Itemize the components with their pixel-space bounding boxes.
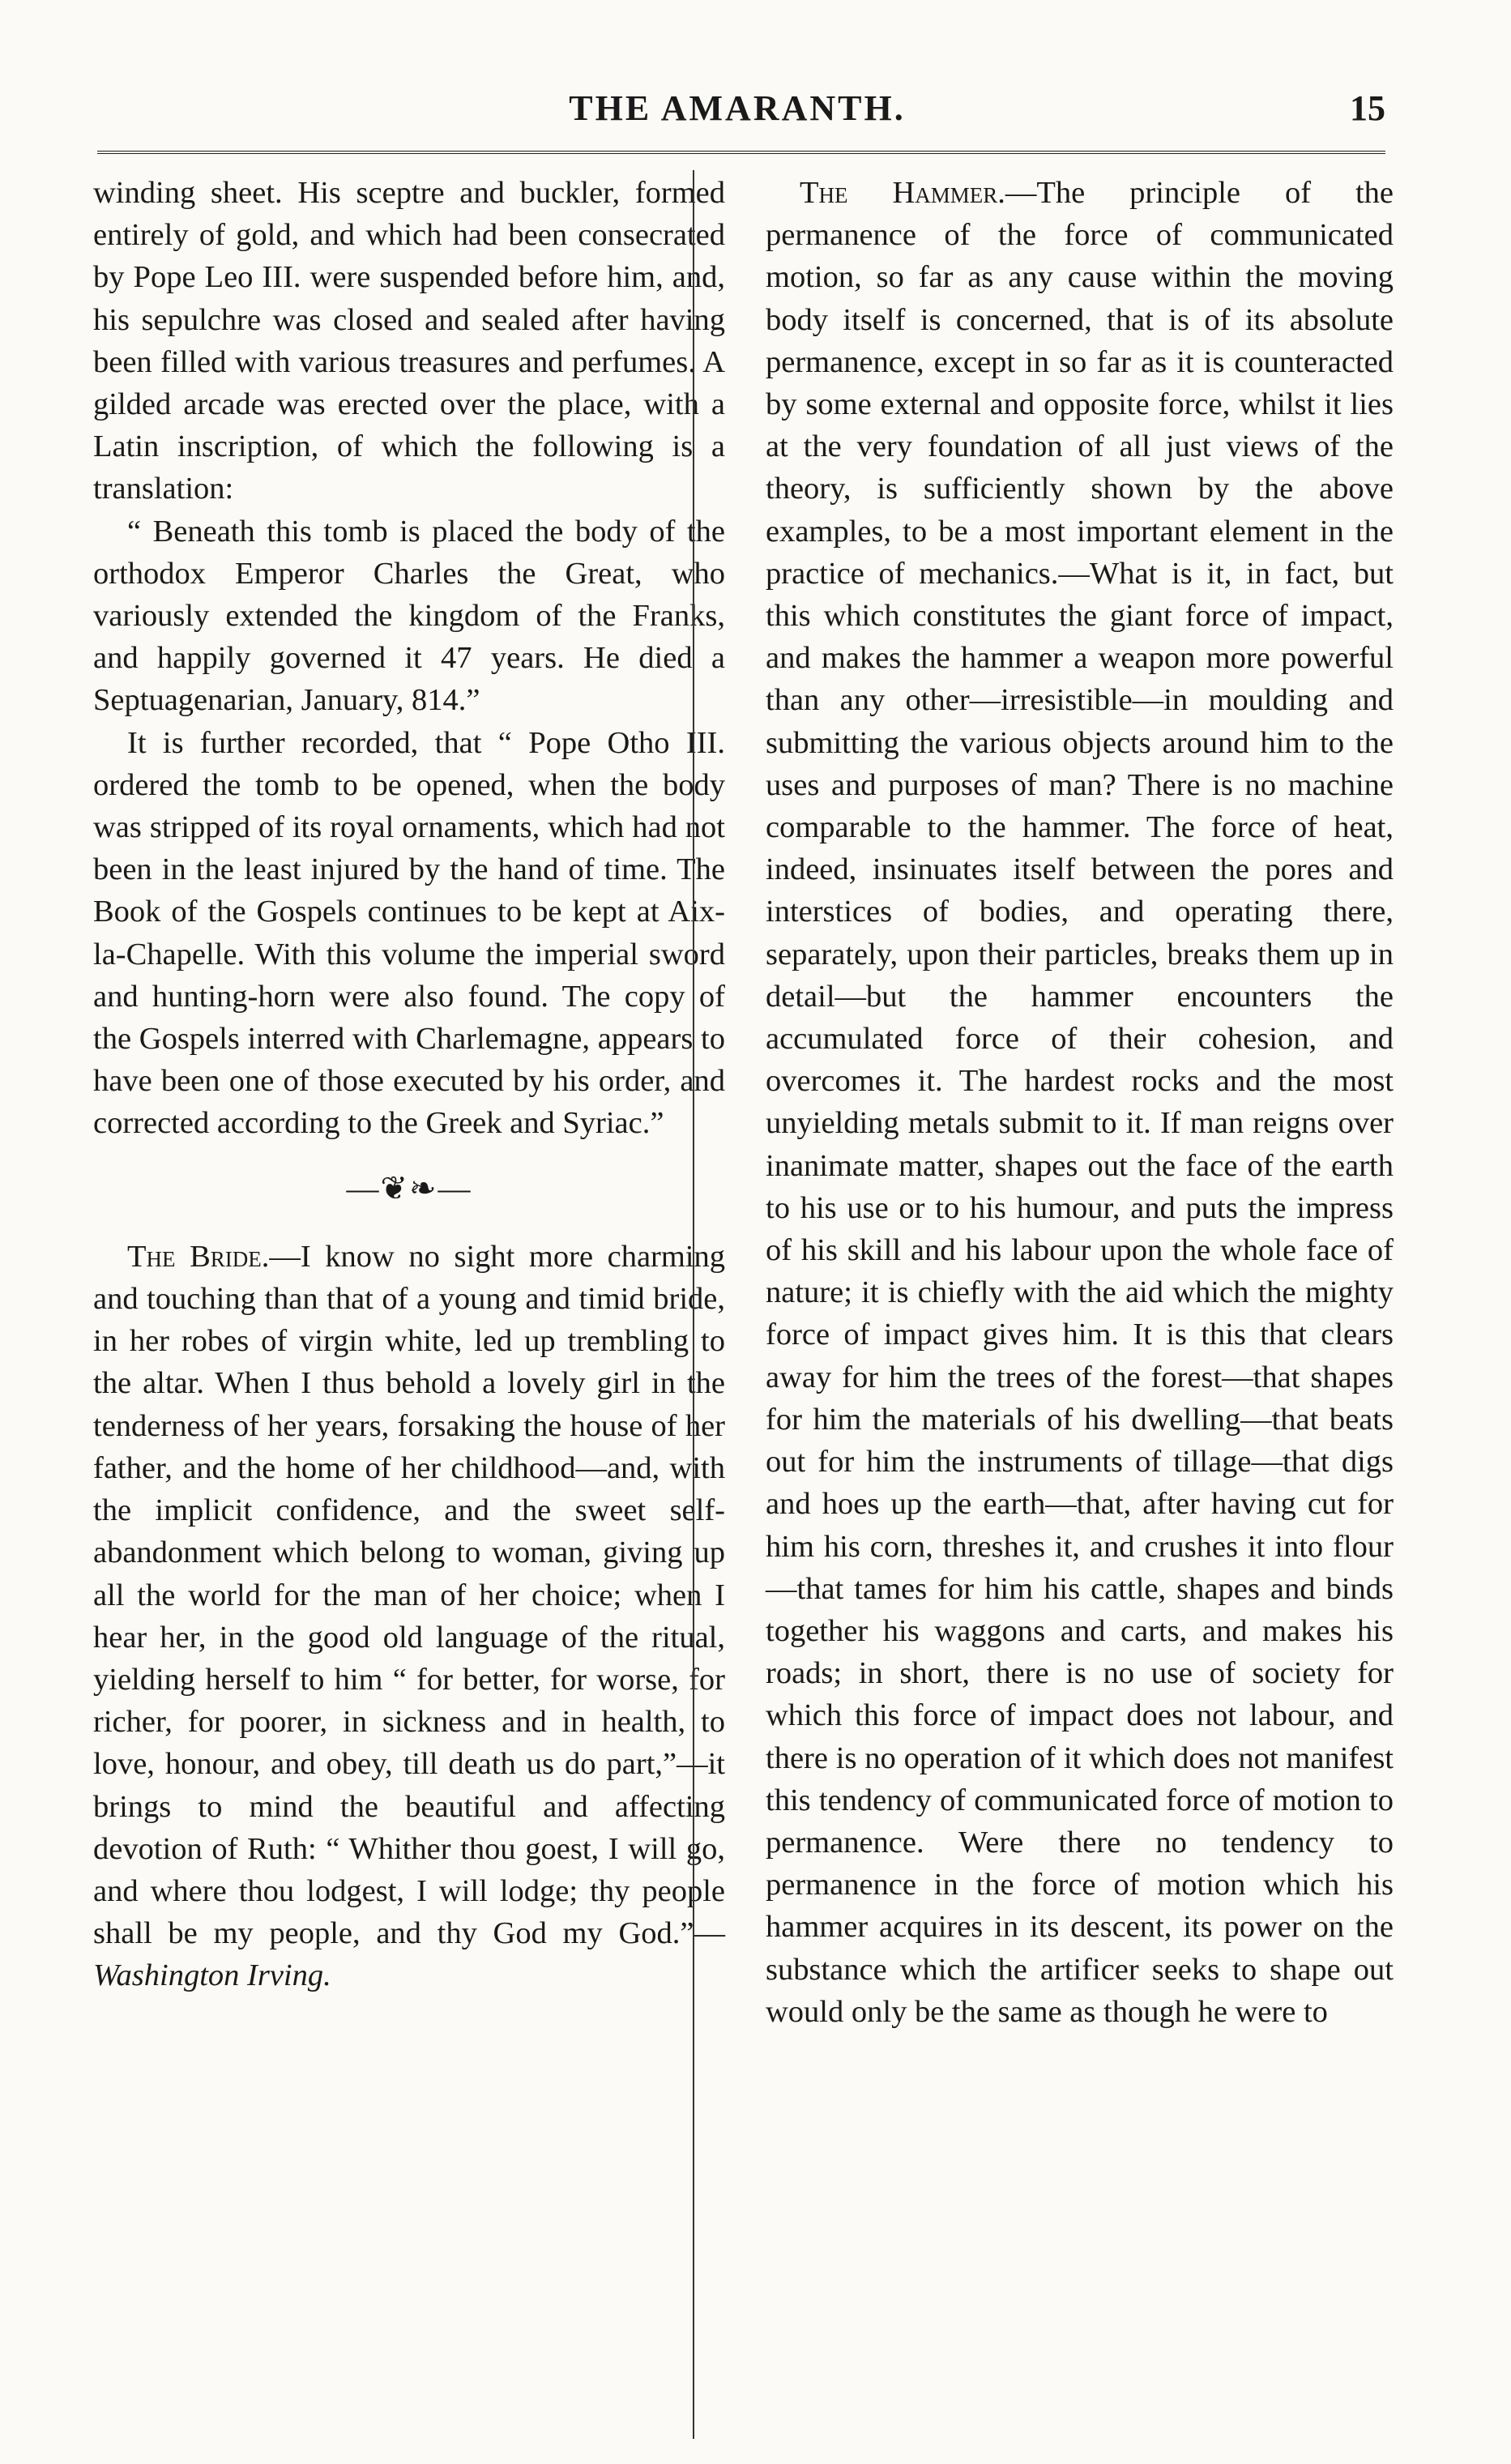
charlemagne-paragraph-1: winding sheet. His sceptre and buckler, formed entirely of gold, and which had been consecrated by Pope Leo III. were suspended before him, and, his sepulchre was closed and sealed after having been filled with various treasures and perfumes. A gilded arcade was erected over the place, with a Latin inscription, of which the following is a translation:: [93, 176, 725, 506]
bride-article: [93, 1236, 725, 1997]
page-title: THE AMARANTH.: [569, 88, 906, 128]
right-column: [766, 172, 1394, 2033]
bride-text: —I know no sight more charming and touching than that of a young and timid bride, in her robes of virgin white, led up trembling to the altar. When I thus behold a lovely girl in the tenderness of her years, forsaking the house of her father, and the home of her childhood—and, with the implicit confidence, and the sweet self-abandonment which belong to woman, giving up all the world for the man of her choice; when I hear her, in the good old language of the ritual, yielding herself to him “ for better, for worse, for richer, for poorer, in sickness and in health, to love, honour, and obey, till death us do part,”—it brings to mind the beautiful and affecting devotion of Ruth: “ Whither thou goest, I will go, and where thou lodgest, I will lodge; thy people shall be my people, and thy God my God.”—: [93, 1239, 726, 1951]
column-divider: [693, 170, 694, 2439]
charlemagne-inscription: “ Beneath this tomb is placed the body of the orthodox Emperor Charles the Great, who variously extended the kingdom of the Franks, and happily governed it 47 years. He died a Septuagenarian, January, 814.”: [93, 514, 725, 718]
running-header: [89, 88, 1385, 136]
header-rule: [97, 151, 1385, 154]
bride-heading: The Bride.: [127, 1239, 270, 1274]
charlemagne-paragraph-3: It is further recorded, that “ Pope Otho III. ordered the tomb to be opened, when the body was stripped of its royal ornaments, which had not been in the least injured by the hand of time. The Book of the Gospels continues to be kept at Aix-la-Chapelle. With this volume the imperial sword and hunting-horn were also found. The copy of the Gospels interred with Charlemagne, appears to have been one of those executed by his order, and corrected according to the Greek and Syriac.”: [93, 725, 725, 1141]
page-number: 15: [1350, 88, 1385, 128]
hammer-heading: The Hammer.: [800, 176, 1005, 210]
section-ornament: —❦❧—: [346, 1169, 472, 1206]
bride-author: Washington Irving.: [93, 1958, 331, 1993]
hammer-text: —The principle of the permanence of the force of communicated motion, so far as any cause within the moving body itself is concerned, that is of its absolute permanence, except in so far as it is counteracted by some external and opposite force, whilst it lies at the very foundation of all just views of the theory, is sufficiently shown by the above examples, to be a most important element in the practice of mechanics.—What is it, in fact, but this which constitutes the giant force of impact, and makes the hammer a weapon more powerful than any other—irresistible—in moulding and submitting the various objects around him to the uses and purposes of man? There is no machine comparable to the hammer. The force of heat, indeed, insinuates itself between the pores and interstices of bodies, and operating there, separately, upon their particles, breaks them up in detail—but the hammer encounters the accumulated force of their cohesion, and overcomes it. The hardest rocks and the most unyielding metals submit to it. If man reigns over inanimate matter, shapes out the face of the earth to his use or to his humour, and puts the impress of his skill and his labour upon the whole face of nature; it is chiefly with the aid which the mighty force of impact gives him. It is this that clears away for him the trees of the forest—that shapes for him the materials of his dwelling—that beats out for him the instruments of tillage—that digs and hoes up the earth—that, after having cut for him his corn, threshes it, and crushes it into flour—that tames for him his cattle, shapes and binds together his waggons and carts, and makes his roads; in short, there is no use of society for which this force of impact does not labour, and there is no operation of it which does not manifest this tendency of communicated force of motion to permanence. Were there no tendency to permanence in the force of motion which his hammer acquires in its descent, its power on the substance which the artificer seeks to shape out would only be the same as though he were to: [766, 176, 1394, 2029]
hammer-article: [766, 172, 1394, 2033]
left-column: [93, 172, 725, 1997]
